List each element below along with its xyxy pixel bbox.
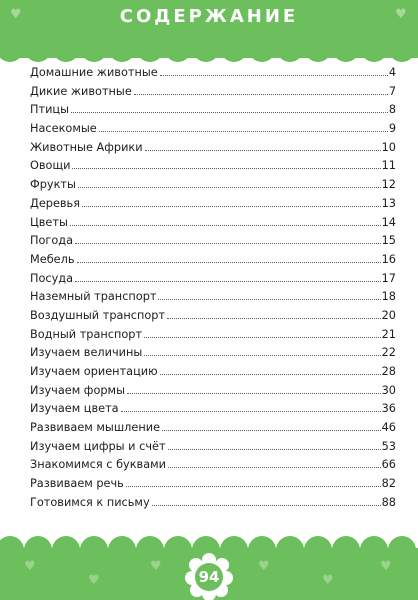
heart-icon: ♥: [322, 573, 334, 588]
toc-leader-dots: [77, 262, 381, 263]
toc-entry-page: 46: [381, 421, 396, 435]
heart-icon: ♥: [88, 573, 100, 588]
toc-leader-dots: [167, 318, 381, 319]
toc-entry: [30, 234, 396, 253]
toc-entry-page: 11: [381, 159, 396, 173]
toc-entry: [30, 272, 396, 291]
toc-entry: [30, 253, 396, 272]
toc-leader-dots: [168, 467, 381, 468]
toc-entry-title: Птицы: [30, 103, 70, 117]
toc-entry-title: Дикие животные: [30, 84, 132, 98]
toc-entry-page: 20: [381, 308, 396, 322]
toc-leader-dots: [127, 393, 381, 394]
toc-entry-title: Насекомые: [30, 122, 97, 136]
toc-entry: [30, 197, 396, 216]
toc-entry-title: Изучаем ориентацию: [30, 365, 158, 378]
toc-leader-dots: [75, 281, 381, 282]
toc-entry-page: 9: [388, 122, 396, 136]
heart-icon: ♥: [380, 559, 392, 574]
toc-leader-dots: [126, 486, 381, 487]
toc-leader-dots: [158, 299, 380, 300]
toc-entry-page: 22: [381, 346, 396, 360]
toc-entry-title: Фрукты: [30, 178, 76, 192]
toc-entry: [30, 496, 396, 515]
toc-leader-dots: [162, 430, 381, 431]
toc-entry: [30, 178, 396, 197]
toc-entry-title: Посуда: [30, 271, 74, 285]
table-of-contents: [30, 66, 396, 515]
toc-leader-dots: [70, 225, 381, 226]
toc-entry: [30, 365, 396, 384]
toc-entry-page: 88: [381, 495, 396, 509]
toc-entry-page: 8: [388, 103, 396, 117]
toc-entry-page: 14: [381, 215, 396, 229]
toc-entry-title: Водный транспорт: [30, 327, 143, 341]
toc-entry: [30, 103, 396, 122]
toc-entry-title: Изучаем цифры и счёт: [30, 439, 166, 453]
toc-entry-title: Животные Африки: [30, 140, 143, 154]
toc-entry-page: 30: [381, 383, 396, 397]
toc-entry-page: 17: [381, 271, 396, 285]
page-title: СОДЕРЖАНИЕ: [119, 6, 299, 27]
heart-icon: ♥: [395, 7, 407, 22]
toc-leader-dots: [121, 411, 381, 412]
toc-entry: [30, 477, 396, 496]
toc-entry-page: 28: [381, 365, 396, 378]
toc-entry-page: 21: [381, 327, 396, 341]
header-scallop-edge: [0, 36, 418, 66]
toc-entry-page: 16: [381, 252, 396, 266]
toc-leader-dots: [160, 75, 388, 76]
toc-leader-dots: [168, 449, 381, 450]
toc-entry-title: Наземный транспорт: [30, 290, 157, 304]
toc-entry: [30, 290, 396, 309]
toc-entry: [30, 85, 396, 104]
toc-entry-title: Изучаем формы: [30, 383, 125, 397]
toc-entry-title: Развиваем мышление: [30, 421, 161, 435]
toc-entry-title: Цветы: [30, 215, 68, 229]
toc-entry-title: Знакомимся с буквами: [30, 458, 166, 472]
toc-entry-page: 66: [381, 458, 396, 472]
toc-leader-dots: [71, 112, 388, 113]
page-number: 94: [198, 568, 220, 586]
toc-entry-title: Мебель: [30, 252, 75, 266]
toc-entry: [30, 402, 396, 421]
toc-entry-page: 12: [381, 178, 396, 192]
toc-entry: [30, 66, 396, 85]
toc-entry-page: 82: [381, 477, 396, 491]
toc-leader-dots: [72, 168, 380, 169]
toc-entry: [30, 458, 396, 477]
toc-entry-page: 15: [381, 234, 396, 248]
toc-entry: [30, 122, 396, 141]
toc-entry-title: Воздушный транспорт: [30, 308, 166, 322]
toc-entry-title: Деревья: [30, 196, 81, 210]
toc-leader-dots: [145, 150, 381, 151]
heart-icon: ♥: [150, 559, 162, 574]
toc-entry: [30, 216, 396, 235]
toc-leader-dots: [144, 337, 381, 338]
toc-entry: [30, 384, 396, 403]
toc-entry-title: Готовимся к письму: [30, 495, 150, 509]
heart-icon: ♥: [24, 559, 36, 574]
toc-entry: [30, 440, 396, 459]
toc-entry-page: 36: [381, 402, 396, 416]
toc-leader-dots: [134, 94, 388, 95]
toc-leader-dots: [152, 505, 381, 506]
toc-entry: [30, 159, 396, 178]
toc-leader-dots: [78, 187, 381, 188]
toc-leader-dots: [75, 243, 381, 244]
toc-entry-page: 53: [381, 439, 396, 453]
toc-entry-title: Изучаем цвета: [30, 402, 119, 416]
heart-icon: ♥: [10, 7, 22, 22]
toc-entry: [30, 141, 396, 160]
toc-entry: [30, 346, 396, 365]
toc-leader-dots: [160, 374, 381, 375]
toc-entry-title: Овощи: [30, 159, 71, 173]
toc-leader-dots: [144, 355, 380, 356]
toc-entry-title: Изучаем величины: [30, 346, 143, 360]
toc-leader-dots: [99, 131, 388, 132]
toc-leader-dots: [82, 206, 381, 207]
heart-icon: ♥: [258, 559, 270, 574]
toc-entry: [30, 309, 396, 328]
toc-entry: [30, 421, 396, 440]
toc-entry-page: 4: [388, 66, 396, 79]
toc-entry-title: Погода: [30, 234, 73, 248]
toc-entry-title: Развиваем речь: [30, 477, 124, 491]
toc-entry: [30, 328, 396, 347]
toc-entry-title: Домашние животные: [30, 66, 158, 79]
toc-entry-page: 10: [381, 140, 396, 154]
toc-entry-page: 18: [381, 290, 396, 304]
toc-entry-page: 13: [381, 196, 396, 210]
toc-entry-page: 7: [388, 84, 396, 98]
